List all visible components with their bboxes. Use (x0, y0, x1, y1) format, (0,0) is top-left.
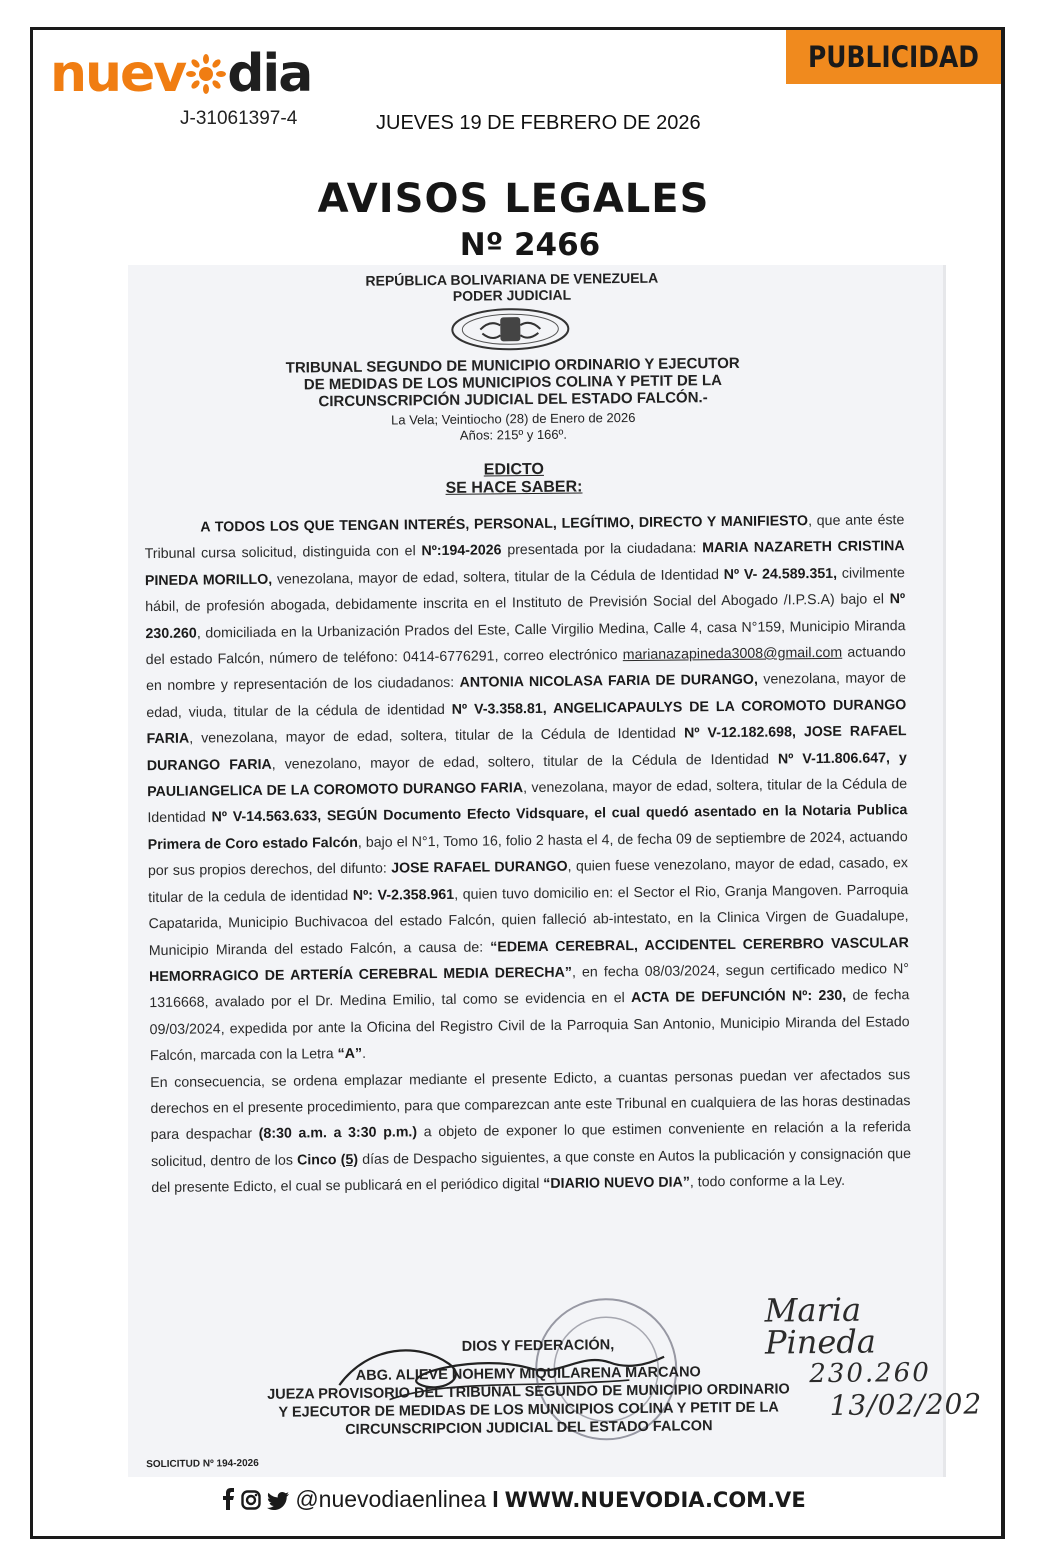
logo-text-left: nuev (50, 44, 186, 104)
footer (0, 1486, 1027, 1516)
place-date (123, 407, 903, 447)
judge-title-1: JUEZA PROVISORIO DEL TRIBUNAL SEGUNDO DE MUNICIPIO ORDINARIO (267, 1381, 790, 1403)
email-link[interactable]: marianazapineda3008@gmail.com (622, 644, 843, 664)
dios-federacion: DIOS Y FEDERACIÓN, (461, 1337, 615, 1355)
document-content (122, 261, 983, 1481)
nuevodia-logo (50, 44, 311, 104)
facebook-icon[interactable] (221, 1488, 235, 1516)
footer-separator: I (492, 1486, 499, 1512)
twitter-icon[interactable] (267, 1489, 289, 1516)
judge-title-2: Y EJECUTOR DE MEDIDAS DE LOS MUNICIPIOS COLINA Y PETIT DE LA (278, 1399, 779, 1421)
hace-saber-title: SE HACE SABER: (445, 478, 583, 497)
edict-body (144, 507, 911, 1201)
handwritten-date: 13/02/202 (829, 1387, 983, 1422)
website-link[interactable]: WWW.NUEVODIA.COM.VE (504, 1488, 806, 1512)
court-line-1: TRIBUNAL SEGUNDO DE MUNICIPIO ORDINARIO Y EJECUTOR (285, 354, 740, 377)
logo-text-right: dia (227, 44, 312, 104)
rif-number: J-31061397-4 (180, 108, 298, 129)
court-name (123, 353, 903, 412)
handwritten-annotation (764, 1290, 983, 1423)
handwritten-number: 230.260 (809, 1357, 931, 1390)
court-line-3: CIRCUNSCRIPCIÓN JUDICIAL DEL ESTADO FALCÓN.- (318, 389, 708, 411)
judge-name: ABG. ALIEVE NOHEMY MIQUILARENA MARCANO (355, 1364, 701, 1384)
years-line: Años: 215º y 166º. (459, 426, 568, 443)
section-title: AVISOS LEGALES (317, 176, 710, 222)
publication-date: JUEVES 19 DE FEBRERO DE 2026 (376, 112, 701, 134)
handwritten-name: Maria Pineda (764, 1290, 877, 1362)
section-number: Nº 2466 (459, 227, 601, 263)
edicto-title: EDICTO (483, 460, 544, 479)
judicial-heading: PODER JUDICIAL (452, 286, 572, 304)
coat-of-arms-seal-icon (450, 307, 570, 352)
publicidad-banner: PUBLICIDAD (786, 30, 1001, 84)
edict-paragraph-1: A TODOS LOS QUE TENGAN INTERÉS, PERSONAL, LEGÍTIMO, DIRECTO Y MANIFIESTO, que ante éste Tribunal cursa solicitud, distinguida con el Nº:194-2026 presentada por la ciudadana: MARIA NAZARETH CRISTINA PINEDA MORILLO, venezolana, mayor de edad, soltera, titular de la Cédula de Identidad Nº V- 24.589.351, civilmente hábil, de profesión abogada, debidamente inscrita en el Instituto de Previsión Social del Abogado /I.P.S.A) bajo el Nº 230.260, domiciliada en la Urbanización Prados del Este, Calle Virgilio Medina, Calle 4, casa N°159, Municipio Miranda del estado Falcón, número de teléfono: 0414-6776291, correo electrónico marianazapineda3008@gmail.com actuando en nombre y representación de los ciudadanos: ANTONIA NICOLASA FARIA DE DURANGO, venezolana, mayor de edad, viuda, titular de la cédula de identidad Nº V-3.358.81, ANGELICAPAULYS DE LA COROMOTO DURANGO FARIA, venezolana, mayor de edad, soltera, titular de la Cédula de Identidad Nº V-12.182.698, JOSE RAFAEL DURANGO FARIA, venezolano, mayor de edad, soltero, titular de la Cédula de Identidad Nº V-11.806.647, y PAULIANGELICA DE LA COROMOTO DURANGO FARIA, venezolana, mayor de edad, soltera, titular de la Cédula de Identidad Nº V-14.563.633, SEGÚN Documento Efecto Vidsquare, el cual quedó asentado en la Notaria Publica Primera de Coro estado Falcón, bajo el N°1, Tomo 16, folio 2 hasta el 4, de fecha 09 de septiembre de 2024, actuando por sus propios derechos, del difunto: JOSE RAFAEL DURANGO, quien fuese venezolano, mayor de edad, casado, ex titular de la cedula de identidad Nº: V-2.358.961, quien tuvo domicilio en: el Sector el Rio, Granja Mangoven. Parroquia Capatarida, Municipio Buchivacoa del estado Falcón, quien falleció ab-intestato, en la Clinica Virgen de Guadalupe, Municipio Miranda del estado Falcón, a causa de: “EDEMA CEREBRAL, ACCIDENTEL CERERBRO VASCULAR HEMORRAGICO DE ARTERÍA CEREBRAL MEDIA DERECHA”, en fecha 08/03/2024, segun certificado medico N° 1316668, avalado por el Dr. Medina Emilio, tal como se evidencia en el ACTA DE DEFUNCIÓN Nº: 230, de fecha 09/03/2024, expedida por ante la Oficina del Registro Civil de la Parroquia San Antonio, Municipio Miranda del Estado Falcón, marcada con la Letra “A”. (144, 512, 910, 1065)
instagram-icon[interactable] (241, 1489, 261, 1516)
solicitud-number: SOLICITUD Nº 194-2026 (146, 1457, 259, 1471)
court-line-2: DE MEDIDAS DE LOS MUNICIPIOS COLINA Y PETIT DE LA (303, 372, 723, 394)
edicto-heading (124, 457, 904, 501)
judge-title-3: CIRCUNSCRIPCION JUDICIAL DEL ESTADO FALCON (345, 1418, 713, 1439)
republic-heading: REPÚBLICA BOLIVARIANA DE VENEZUELA (365, 269, 659, 289)
sun-icon (186, 47, 226, 87)
social-handle[interactable]: @nuevodiaenlinea (295, 1486, 487, 1512)
edict-paragraph-2: En consecuencia, se ordena emplazar mediante el presente Edicto, a cuantas personas puedan ver afectados sus derechos en el presente procedimiento, para que comparezcan ante este Tribunal en cualquiera de las horas destinadas para despachar (8:30 a.m. a 3:30 p.m.) a objeto de exponer lo que estimen conveniente en relación a la referida solicitud, dentro de los Cinco (5) días de Despacho siguientes, a que conste en Autos la publicación y consignación que del presente Edicto, el cual se publicará en el periódico digital “DIARIO NUEVO DIA”, todo conforme a la Ley. (150, 1066, 912, 1197)
place-line: La Vela; Veintiocho (28) de Enero de 2026 (391, 409, 636, 428)
legal-notice-document (128, 265, 983, 1477)
